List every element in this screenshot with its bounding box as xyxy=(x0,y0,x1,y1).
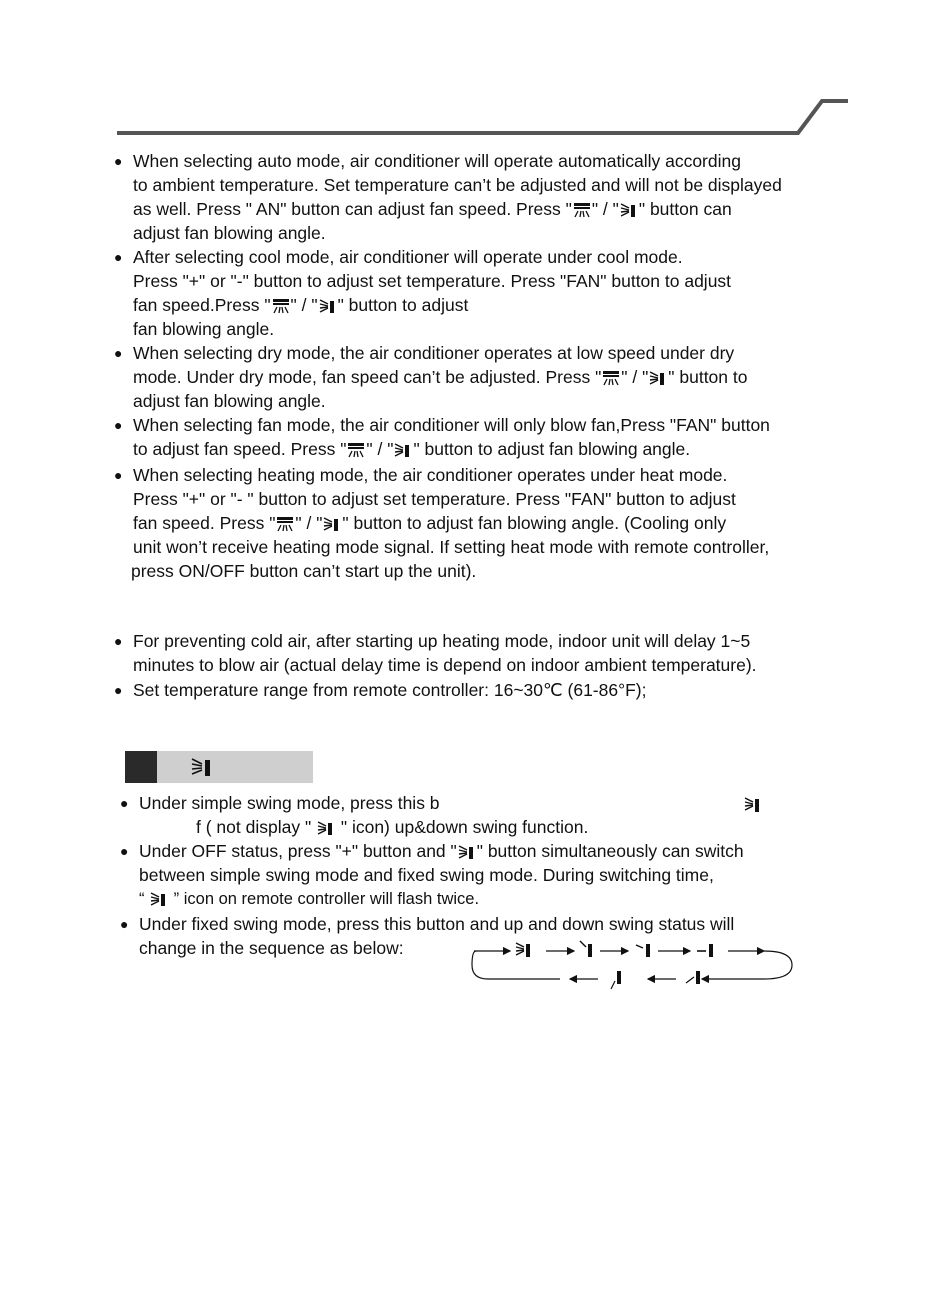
swing-line-2 xyxy=(196,816,588,838)
cool-line-4: fan blowing angle. xyxy=(133,319,275,339)
heat-line-2: Press "+" or "- " button to adjust set temperature. Press "FAN" button to adjust xyxy=(133,489,736,509)
fan-line-2c: " button to adjust fan blowing angle. xyxy=(413,439,691,459)
fan-line-2 xyxy=(133,438,690,460)
bullet-off-status: ● xyxy=(120,843,129,859)
swing-state-1-icon xyxy=(580,941,592,957)
heat-line-3a: fan speed. Press " xyxy=(133,513,276,533)
dry-line-3: adjust fan blowing angle. xyxy=(133,391,326,411)
heat-line-5: press ON/OFF button can’t start up the unit). xyxy=(131,561,477,581)
auto-line-3c: " button can xyxy=(638,199,732,219)
horizontal-louver-icon xyxy=(602,370,620,386)
bullet-dry: ● xyxy=(114,345,123,361)
swing-state-4-icon xyxy=(686,971,700,984)
swing-icon xyxy=(649,370,667,386)
auto-line-2: to ambient temperature. Set temperature can’t be adjusted and will not be displayed xyxy=(133,175,782,195)
swing-line-5a: “ xyxy=(139,890,150,908)
swing-line-3 xyxy=(139,840,744,862)
header-rule xyxy=(0,0,935,140)
dry-line-2c: " button to xyxy=(668,367,748,387)
heat-line-1: When selecting heating mode, the air conditioner operates under heat mode. xyxy=(133,465,728,485)
swing-icon xyxy=(319,298,337,314)
horizontal-louver-icon xyxy=(276,516,294,532)
horizontal-louver-icon xyxy=(347,442,365,458)
swing-line-4: between simple swing mode and fixed swing mode. During switching time, xyxy=(139,865,714,885)
dry-line-1: When selecting dry mode, the air conditioner operates at low speed under dry xyxy=(133,343,735,363)
swing-state-full-icon xyxy=(516,943,530,957)
heat-line-3 xyxy=(133,512,726,534)
dry-line-2a: mode. Under dry mode, fan speed can’t be adjusted. Press " xyxy=(133,367,602,387)
heat-line-3c: " button to adjust fan blowing angle. (Cooling only xyxy=(342,513,727,533)
auto-line-3b: " / " xyxy=(591,199,619,219)
bullet-cool: ● xyxy=(114,249,123,265)
bullet-cold-air: ● xyxy=(114,633,123,649)
cool-line-1: After selecting cool mode, air conditioner will operate under cool mode. xyxy=(133,247,683,267)
swing-line-3b: " button simultaneously can switch xyxy=(476,841,744,861)
note-line-1: For preventing cold air, after starting up heating mode, indoor unit will delay 1~5 xyxy=(133,631,751,651)
note-line-3: Set temperature range from remote controller: 16~30℃ (61-86°F); xyxy=(133,680,647,700)
swing-line-2b: " icon) up&down swing function. xyxy=(336,817,589,837)
heat-line-3b: " / " xyxy=(295,513,323,533)
swing-line-7: change in the sequence as below: xyxy=(139,938,404,958)
fan-line-1: When selecting fan mode, the air conditioner will only blow fan,Press "FAN" button xyxy=(133,415,770,435)
auto-line-1: When selecting auto mode, air conditioner will operate automatically according xyxy=(133,151,741,171)
swing-line-5b: ” icon on remote controller will flash twice. xyxy=(169,890,480,908)
auto-line-4: adjust fan blowing angle. xyxy=(133,223,326,243)
swing-icon xyxy=(317,820,335,836)
bullet-auto: ● xyxy=(114,153,123,169)
swing-line-5 xyxy=(139,888,479,910)
swing-icon xyxy=(620,202,638,218)
swing-state-3-icon xyxy=(697,944,713,957)
bullet-heat: ● xyxy=(114,467,123,483)
section-bar-block xyxy=(125,751,157,783)
swing-icon xyxy=(150,891,168,907)
cool-line-2: Press "+" or "-" button to adjust set temperature. Press "FAN" button to adjust xyxy=(133,271,732,291)
horizontal-louver-icon xyxy=(272,298,290,314)
swing-line-2a: f ( not display " xyxy=(196,817,317,837)
cool-line-3b: " / " xyxy=(290,295,318,315)
swing-icon xyxy=(744,796,762,814)
swing-line-6: Under fixed swing mode, press this button and up and down swing status will xyxy=(139,914,735,934)
heat-line-4: unit won’t receive heating mode signal. If setting heat mode with remote controller, xyxy=(133,537,770,557)
cool-line-3a: fan speed.Press " xyxy=(133,295,271,315)
swing-icon xyxy=(458,844,476,860)
auto-line-3 xyxy=(133,198,732,220)
bullet-fixed-swing: ● xyxy=(120,916,129,932)
swing-section-bar xyxy=(125,751,313,783)
cool-line-3c: " button to adjust xyxy=(337,295,469,315)
swing-sequence-diagram xyxy=(468,935,798,995)
swing-line-1: Under simple swing mode, press this b xyxy=(139,793,440,813)
horizontal-louver-icon xyxy=(573,202,591,218)
swing-icon xyxy=(323,516,341,532)
fan-line-2b: " / " xyxy=(366,439,394,459)
cool-line-3 xyxy=(133,294,468,316)
dry-line-2b: " / " xyxy=(621,367,649,387)
swing-icon xyxy=(191,756,213,778)
fan-line-2a: to adjust fan speed. Press " xyxy=(133,439,347,459)
swing-state-2-icon xyxy=(636,944,650,957)
swing-icon xyxy=(394,442,412,458)
dry-line-2 xyxy=(133,366,747,388)
auto-line-3a: as well. Press " AN" button can adjust fan speed. Press " xyxy=(133,199,572,219)
swing-state-5-icon xyxy=(611,971,621,989)
note-line-2: minutes to blow air (actual delay time is depend on indoor ambient temperature). xyxy=(133,655,757,675)
bullet-simple-swing: ● xyxy=(120,795,129,811)
bullet-temp-range: ● xyxy=(114,682,123,698)
bullet-fan: ● xyxy=(114,417,123,433)
swing-line-3a: Under OFF status, press "+" button and " xyxy=(139,841,457,861)
